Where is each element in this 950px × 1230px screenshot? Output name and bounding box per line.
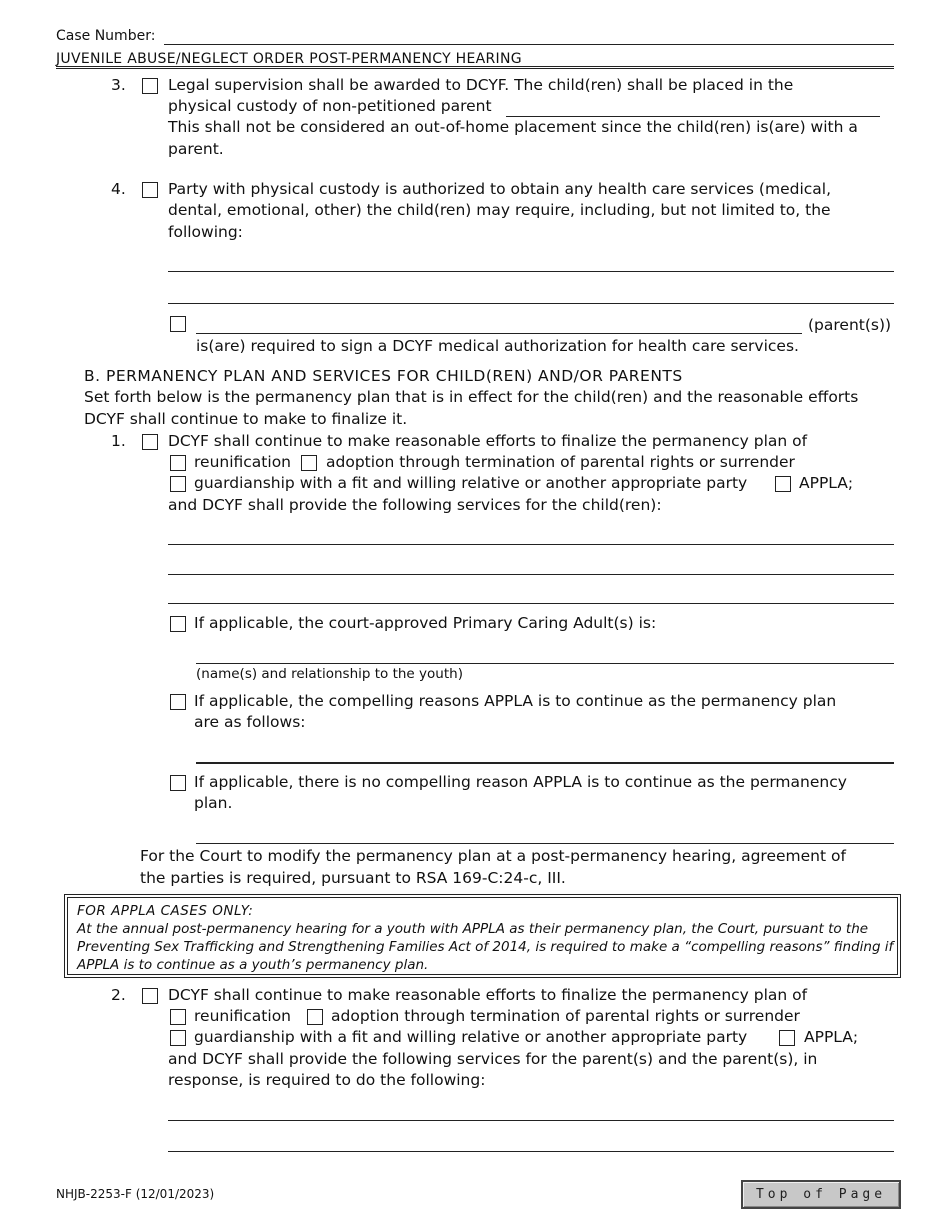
health-services-input-line-1[interactable] — [168, 271, 894, 272]
item4-line2: dental, emotional, other) the child(ren) may require, including, but not limited to, the — [168, 201, 831, 219]
b-item2-line1: DCYF shall continue to make reasonable efforts to finalize the permanency plan of — [168, 986, 808, 1004]
b2-guardianship-label: guardianship with a fit and willing relative or another appropriate party — [194, 1028, 748, 1046]
no-compelling-reason-input-line[interactable] — [196, 843, 894, 844]
item3-line4: parent. — [168, 140, 224, 158]
child-services-input-line-1[interactable] — [168, 544, 894, 545]
pca-caption: (name(s) and relationship to the youth) — [196, 666, 463, 682]
b-item2-checkbox[interactable] — [142, 988, 158, 1004]
child-services-input-line-2[interactable] — [168, 574, 894, 575]
b1-adoption-checkbox[interactable] — [301, 455, 317, 471]
b1-services-line: and DCYF shall provide the following services for the child(ren): — [168, 496, 662, 514]
pca-input-line[interactable] — [196, 663, 894, 664]
no-compelling-reason-line1: If applicable, there is no compelling reason APPLA is to continue as the permanency — [194, 773, 847, 791]
b-item2-number: 2. — [111, 986, 126, 1004]
b2-reunification-checkbox[interactable] — [170, 1009, 186, 1025]
appla-notice-title: FOR APPLA CASES ONLY: — [77, 903, 254, 919]
item4-line1: Party with physical custody is authorized to obtain any health care services (medical, — [168, 180, 832, 198]
modify-plan-line2: the parties is required, pursuant to RSA 169-C:24-c, III. — [140, 869, 566, 887]
medical-authorization-checkbox[interactable] — [170, 316, 186, 332]
parent-services-input-line-2[interactable] — [168, 1151, 894, 1152]
appla-notice-line3: APPLA is to continue as a youth’s permanency plan. — [77, 957, 429, 973]
b1-reunification-checkbox[interactable] — [170, 455, 186, 471]
parents-name-input-line[interactable] — [196, 333, 802, 334]
section-b-heading: B. PERMANENCY PLAN AND SERVICES FOR CHILD(REN) AND/OR PARENTS — [84, 367, 683, 385]
b2-services-line1: and DCYF shall provide the following services for the parent(s) and the parent(s), in — [168, 1050, 818, 1068]
health-services-input-line-2[interactable] — [168, 303, 894, 304]
parent-services-input-line-1[interactable] — [168, 1120, 894, 1121]
title-rule-bottom — [56, 68, 894, 69]
pca-text: If applicable, the court-approved Primary Caring Adult(s) is: — [194, 614, 657, 632]
b2-appla-checkbox[interactable] — [779, 1030, 795, 1046]
compelling-reasons-checkbox[interactable] — [170, 694, 186, 710]
item3-line2: physical custody of non-petitioned parent — [168, 97, 492, 115]
compelling-reasons-input-line[interactable] — [196, 762, 894, 764]
compelling-reasons-line1: If applicable, the compelling reasons APPLA is to continue as the permanency plan — [194, 692, 837, 710]
b1-appla-checkbox[interactable] — [775, 476, 791, 492]
top-of-page-button[interactable]: Top of Page — [741, 1180, 901, 1209]
section-b-intro-line1: Set forth below is the permanency plan that is in effect for the child(ren) and the reasonable efforts — [84, 388, 859, 406]
item3-line1: Legal supervision shall be awarded to DCYF. The child(ren) shall be placed in the — [168, 76, 794, 94]
compelling-reasons-line2: are as follows: — [194, 713, 306, 731]
b1-reunification-label: reunification — [194, 453, 291, 471]
form-code: NHJB-2253-F (12/01/2023) — [56, 1187, 215, 1201]
parents-label: (parent(s)) — [808, 316, 892, 334]
appla-notice-box — [64, 894, 901, 978]
form-title: JUVENILE ABUSE/NEGLECT ORDER POST-PERMANENCY HEARING — [56, 51, 522, 67]
no-compelling-reason-checkbox[interactable] — [170, 775, 186, 791]
b-item1-line1: DCYF shall continue to make reasonable efforts to finalize the permanency plan of — [168, 432, 808, 450]
b2-adoption-checkbox[interactable] — [307, 1009, 323, 1025]
no-compelling-reason-line2: plan. — [194, 794, 233, 812]
b-item1-checkbox[interactable] — [142, 434, 158, 450]
child-services-input-line-3[interactable] — [168, 603, 894, 604]
item3-number: 3. — [111, 76, 126, 94]
item4-line3: following: — [168, 223, 243, 241]
b2-appla-label: APPLA; — [804, 1028, 859, 1046]
case-number-label: Case Number: — [56, 28, 156, 44]
b1-adoption-label: adoption through termination of parental rights or surrender — [326, 453, 795, 471]
title-rule-top — [56, 66, 894, 67]
b1-appla-label: APPLA; — [799, 474, 854, 492]
b1-guardianship-checkbox[interactable] — [170, 476, 186, 492]
b2-services-line2: response, is required to do the following: — [168, 1071, 486, 1089]
medical-authorization-text: is(are) required to sign a DCYF medical authorization for health care services. — [196, 337, 799, 355]
b1-guardianship-label: guardianship with a fit and willing relative or another appropriate party — [194, 474, 748, 492]
case-number-input-line[interactable] — [164, 44, 894, 45]
item4-checkbox[interactable] — [142, 182, 158, 198]
pca-checkbox[interactable] — [170, 616, 186, 632]
b2-reunification-label: reunification — [194, 1007, 291, 1025]
item3-checkbox[interactable] — [142, 78, 158, 94]
b-item1-number: 1. — [111, 432, 126, 450]
b2-guardianship-checkbox[interactable] — [170, 1030, 186, 1046]
item4-number: 4. — [111, 180, 126, 198]
b2-adoption-label: adoption through termination of parental rights or surrender — [331, 1007, 800, 1025]
section-b-intro-line2: DCYF shall continue to make to finalize it. — [84, 410, 408, 428]
appla-notice-line2: Preventing Sex Trafficking and Strengthening Families Act of 2014, is required to make a “compelling reasons” finding if — [77, 939, 894, 955]
modify-plan-line1: For the Court to modify the permanency plan at a post-permanency hearing, agreement of — [140, 847, 846, 865]
appla-notice-line1: At the annual post-permanency hearing for a youth with APPLA as their permanency plan, the Court, pursuant to the — [77, 921, 869, 937]
item3-line3: This shall not be considered an out-of-home placement since the child(ren) is(are) with a — [168, 118, 858, 136]
